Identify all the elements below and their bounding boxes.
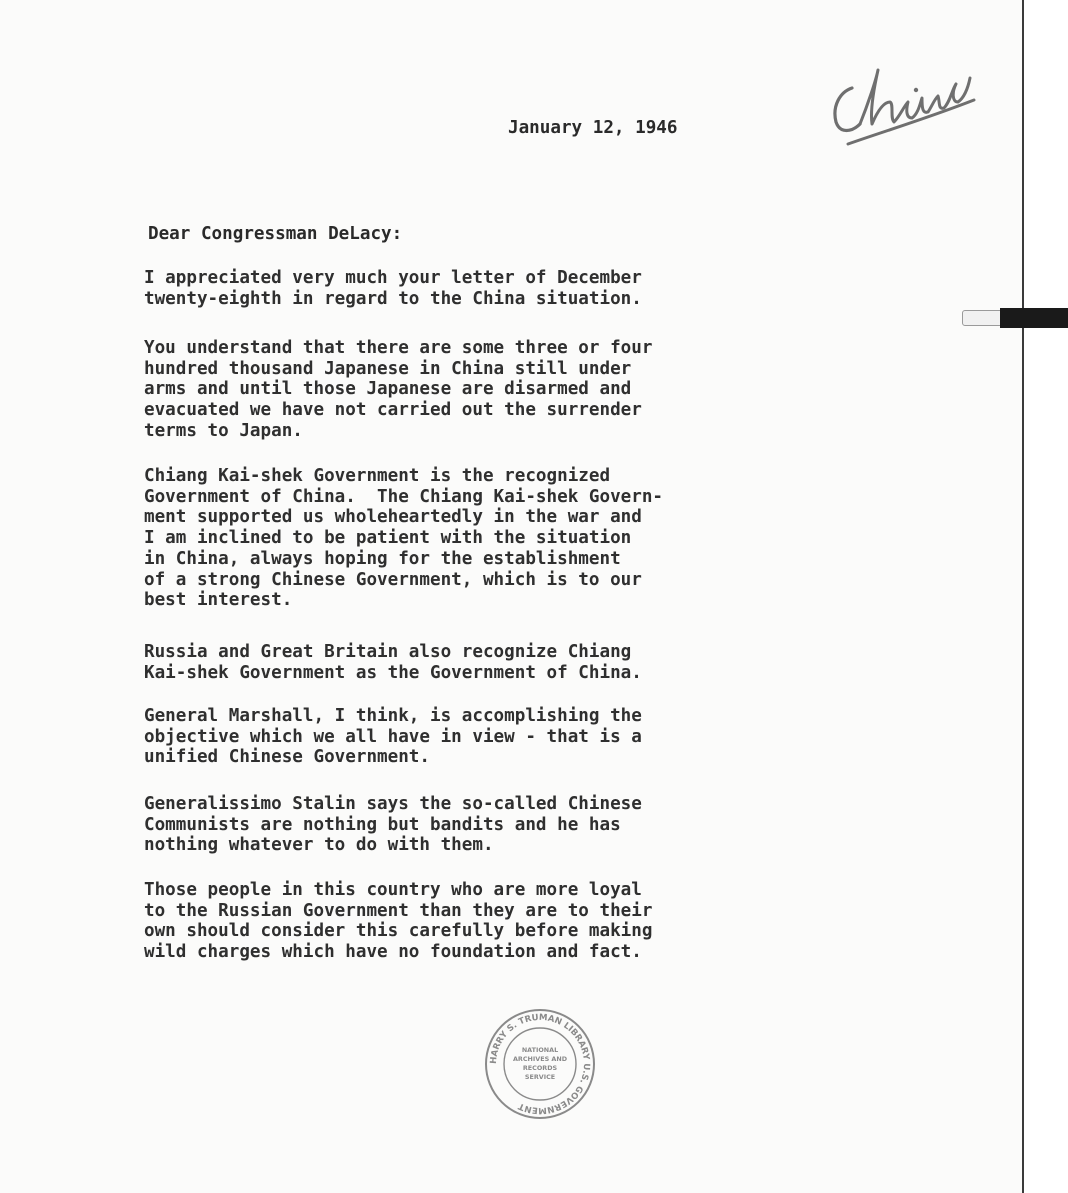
paragraph-line: of a strong Chinese Government, which is to our bbox=[144, 569, 642, 590]
paragraph-line: I appreciated very much your letter of December bbox=[144, 268, 642, 288]
clip-white-part bbox=[962, 310, 1004, 326]
paragraph-line: I am inclined to be patient with the situation bbox=[144, 528, 632, 549]
paragraph-line: nothing whatever to do with them. bbox=[144, 835, 494, 856]
paragraph-6 bbox=[144, 794, 642, 856]
paragraph-line: Government of China. The Chiang Kai-shek Govern- bbox=[144, 486, 664, 507]
paper-clip-tab bbox=[962, 308, 1068, 328]
stamp-outer-text: HARRY S. TRUMAN LIBRARY U.S. GOVERNMENT bbox=[488, 1012, 592, 1116]
paragraph-line: twenty-eighth in regard to the China situation. bbox=[144, 288, 642, 309]
page-edge bbox=[1022, 0, 1068, 1193]
paragraph-line: in China, always hoping for the establishment bbox=[144, 548, 621, 569]
paragraph-line: Generalissimo Stalin says the so-called Chinese bbox=[144, 794, 642, 814]
clip-black-part bbox=[1000, 308, 1068, 328]
paragraph-line: wild charges which have no foundation and fact. bbox=[144, 942, 642, 963]
paragraph-line: Chiang Kai-shek Government is the recognized bbox=[144, 466, 611, 486]
paragraph-5 bbox=[144, 706, 642, 768]
paragraph-7 bbox=[144, 880, 652, 963]
paragraph-line: to the Russian Government than they are to their bbox=[144, 900, 653, 921]
paragraph-line: arms and until those Japanese are disarmed and bbox=[144, 379, 632, 400]
stamp-inner-line: RECORDS bbox=[522, 1064, 558, 1072]
paragraph-line: unified Chinese Government. bbox=[144, 747, 430, 768]
paragraph-line: Kai-shek Government as the Government of China. bbox=[144, 662, 642, 683]
stamp-inner-line: ARCHIVES AND bbox=[512, 1055, 568, 1063]
stamp-inner-line: SERVICE bbox=[524, 1073, 556, 1081]
paragraph-line: ment supported us wholeheartedly in the war and bbox=[144, 507, 642, 528]
paragraph-line: objective which we all have in view - that is a bbox=[144, 726, 642, 747]
paragraph-1 bbox=[144, 268, 642, 309]
letter-salutation: Dear Congressman DeLacy: bbox=[148, 224, 403, 244]
paragraph-line: Those people in this country who are more loyal bbox=[144, 880, 642, 900]
letter-date: January 12, 1946 bbox=[508, 118, 678, 138]
paragraph-2 bbox=[144, 338, 652, 442]
paragraph-3 bbox=[144, 466, 663, 611]
paragraph-line: You understand that there are some three or four bbox=[144, 338, 653, 358]
paragraph-4 bbox=[144, 642, 642, 683]
stamp-inner-line: NATIONAL bbox=[521, 1046, 559, 1054]
paragraph-line: Communists are nothing but bandits and he has bbox=[144, 814, 621, 835]
paragraph-line: own should consider this carefully before making bbox=[144, 921, 653, 942]
paragraph-line: General Marshall, I think, is accomplishing the bbox=[144, 706, 642, 726]
paragraph-line: terms to Japan. bbox=[144, 420, 303, 441]
handwritten-china-note bbox=[818, 40, 978, 150]
paragraph-line: hundred thousand Japanese in China still under bbox=[144, 358, 632, 379]
paragraph-line: best interest. bbox=[144, 590, 293, 611]
paragraph-line: Russia and Great Britain also recognize Chiang bbox=[144, 642, 632, 662]
paragraph-line: evacuated we have not carried out the surrender bbox=[144, 400, 642, 421]
archive-stamp bbox=[484, 1008, 596, 1120]
